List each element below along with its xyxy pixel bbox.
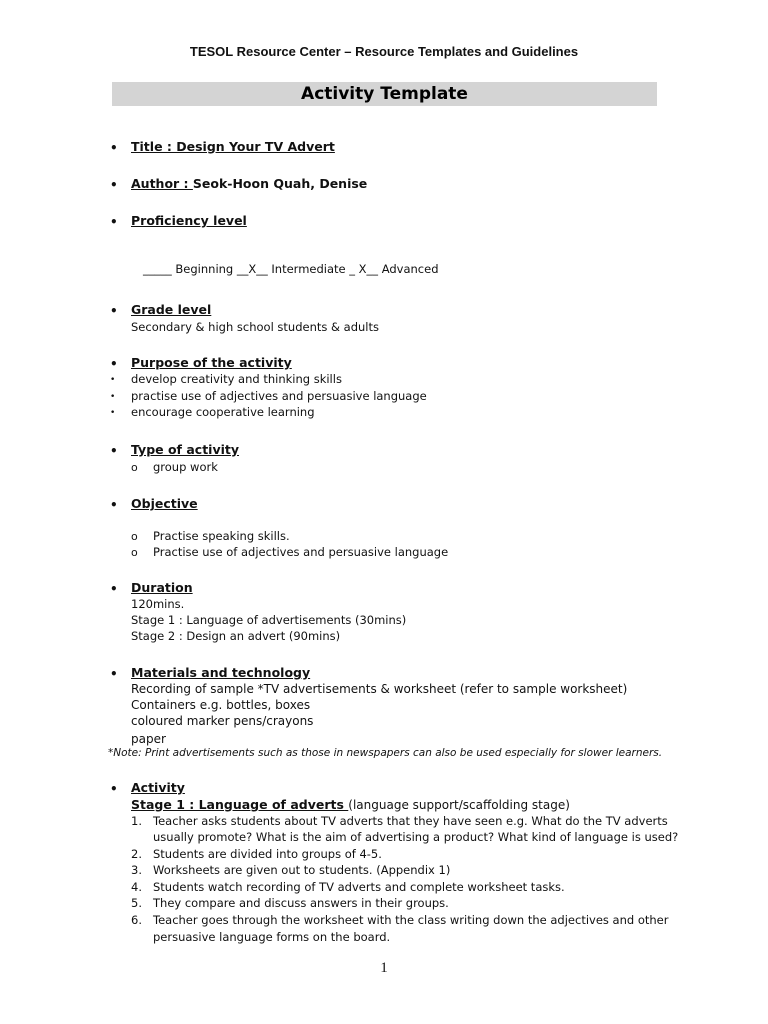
duration-line: Stage 2 : Design an advert (90mins)	[131, 629, 341, 643]
circle-marker: o	[131, 461, 138, 474]
materials-line: Recording of sample *TV advertisements & worksheet (refer to sample worksheet)	[131, 682, 628, 696]
step-text: persuasive language forms on the board.	[153, 930, 391, 944]
stage-note: (language support/scaffolding stage)	[348, 798, 570, 812]
objective-heading	[131, 496, 198, 511]
bullet: •	[110, 304, 118, 318]
title-field	[131, 139, 335, 154]
type-item: group work	[153, 460, 218, 474]
step-number: 6.	[131, 913, 142, 927]
bullet: •	[110, 782, 118, 796]
duration-line: Stage 1 : Language of advertisements (30mins)	[131, 613, 407, 627]
author-value: Seok-Hoon Quah, Denise	[192, 176, 368, 191]
purpose-item: develop creativity and thinking skills	[131, 372, 342, 386]
author-label: Author :	[131, 176, 193, 191]
duration-label: Duration	[131, 580, 193, 595]
materials-line: paper	[131, 732, 166, 746]
objective-item: Practise use of adjectives and persuasive language	[153, 545, 449, 559]
type-label: Type of activity	[131, 442, 240, 457]
bullet: •	[110, 667, 118, 681]
materials-line: coloured marker pens/crayons	[131, 714, 314, 728]
activity-label: Activity	[131, 780, 185, 795]
document-header: TESOL Resource Center – Resource Templates and Guidelines	[189, 44, 579, 59]
author-field	[131, 176, 367, 191]
grade-label: Grade level	[131, 302, 212, 317]
step-text: usually promote? What is the aim of advertising a product? What kind of language is used?	[153, 830, 679, 844]
bullet: •	[110, 582, 118, 596]
page-number: 1	[380, 960, 388, 976]
step-text: Worksheets are given out to students. (Appendix 1)	[153, 863, 451, 877]
step-number: 3.	[131, 863, 142, 877]
materials-line: Containers e.g. bottles, boxes	[131, 698, 311, 712]
bullet: •	[110, 178, 118, 192]
bullet: •	[110, 357, 118, 371]
step-number: 4.	[131, 880, 142, 894]
step-number: 2.	[131, 847, 142, 861]
type-heading	[131, 442, 239, 457]
purpose-item: encourage cooperative learning	[131, 405, 315, 419]
step-number: 1.	[131, 814, 142, 828]
bullet: •	[110, 408, 116, 418]
purpose-label: Purpose of the activity	[131, 355, 292, 370]
stage-heading	[131, 797, 570, 812]
circle-marker: o	[131, 530, 138, 543]
duration-heading	[131, 580, 193, 595]
objective-label: Objective	[131, 496, 198, 511]
bullet: •	[110, 141, 118, 155]
bullet: •	[110, 444, 118, 458]
grade-heading	[131, 302, 211, 317]
circle-marker: o	[131, 546, 138, 559]
materials-note: *Note: Print advertisements such as those in newspapers can also be used especially for slower learners.	[108, 747, 663, 759]
step-text: Teacher asks students about TV adverts that they have seen e.g. What do the TV adverts	[153, 814, 668, 828]
step-text: They compare and discuss answers in their groups.	[153, 896, 449, 910]
step-number: 5.	[131, 896, 142, 910]
bullet: •	[110, 375, 116, 385]
proficiency-label: Proficiency level	[131, 213, 247, 228]
materials-label: Materials and technology	[131, 665, 311, 680]
bullet: •	[110, 392, 116, 402]
duration-line: 120mins.	[131, 597, 185, 611]
proficiency-line: _____ Beginning __X__ Intermediate _ X__ Advanced	[143, 262, 439, 276]
purpose-item: practise use of adjectives and persuasive language	[131, 389, 427, 403]
proficiency-heading	[131, 213, 247, 228]
materials-heading	[131, 665, 310, 680]
objective-item: Practise speaking skills.	[153, 529, 290, 543]
title-label: Title : Design Your TV Advert	[131, 139, 335, 154]
step-text: Students watch recording of TV adverts and complete worksheet tasks.	[153, 880, 565, 894]
step-text: Teacher goes through the worksheet with the class writing down the adjectives and other	[153, 913, 669, 927]
purpose-heading	[131, 355, 292, 370]
step-text: Students are divided into groups of 4-5.	[153, 847, 382, 861]
bullet: •	[110, 215, 118, 229]
banner-title: Activity Template	[301, 84, 468, 104]
grade-text: Secondary & high school students & adults	[131, 320, 379, 334]
activity-heading	[131, 780, 185, 795]
stage-label: Stage 1 : Language of adverts	[131, 797, 349, 812]
bullet: •	[110, 498, 118, 512]
